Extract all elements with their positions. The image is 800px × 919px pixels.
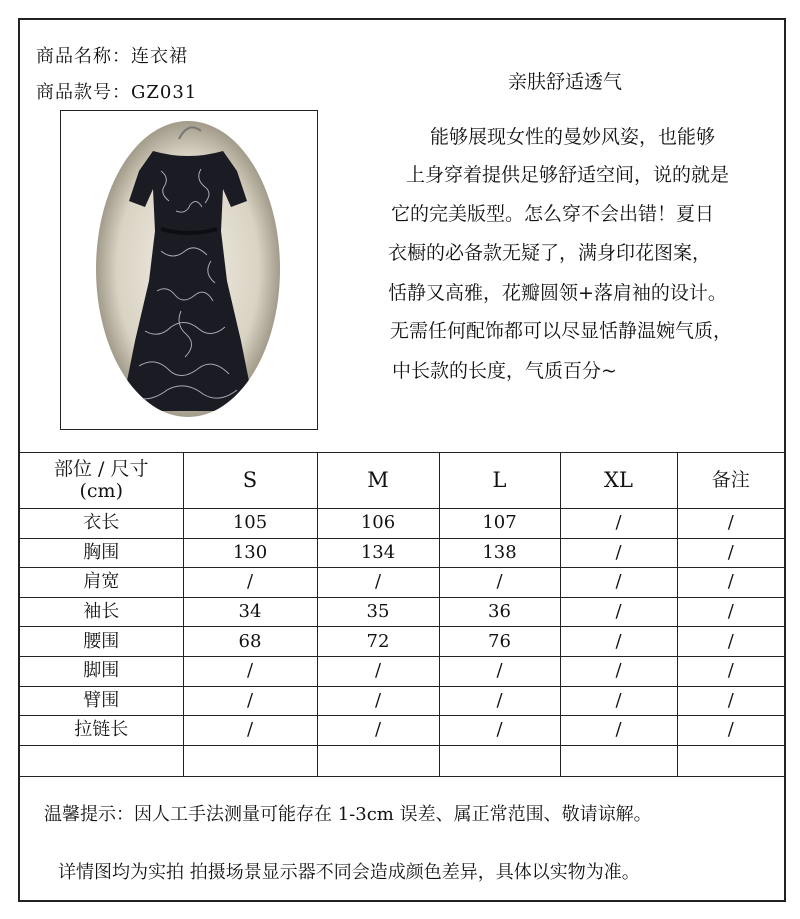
table-cell: / — [317, 568, 439, 598]
table-cell: 130 — [183, 538, 317, 568]
table-cell: / — [183, 656, 317, 686]
table-cell: / — [439, 568, 560, 598]
table-cell: / — [560, 686, 677, 716]
description-title: 亲肤舒适透气 — [508, 71, 623, 93]
table-cell — [183, 745, 317, 776]
table-row-empty — [20, 745, 784, 776]
table-cell — [560, 745, 677, 776]
table-cell: / — [677, 656, 784, 686]
header-cell-l: L — [439, 453, 560, 509]
table-cell: / — [317, 716, 439, 746]
header-cell-remark: 备注 — [677, 453, 784, 509]
table-row — [20, 686, 784, 716]
header-cell-s: S — [183, 453, 317, 509]
measurement-tip: 温馨提示：因人工手法测量可能存在 1-3cm 误差、属正常范围、敬请谅解。 — [44, 804, 652, 825]
table-cell: / — [560, 568, 677, 598]
description-line: 上身穿着提供足够舒适空间，说的就是 — [406, 164, 730, 186]
description-line: 衣橱的必备款无疑了，满身印花图案， — [388, 242, 712, 264]
table-cell — [439, 745, 560, 776]
row-label-cell: 袖长 — [20, 597, 183, 627]
table-cell: / — [560, 597, 677, 627]
table-cell: / — [677, 538, 784, 568]
size-table — [20, 452, 784, 777]
table-cell: / — [560, 538, 677, 568]
product-code: 商品款号：GZ031 — [36, 82, 198, 103]
table-row — [20, 568, 784, 598]
table-cell: / — [677, 686, 784, 716]
table-cell: 34 — [183, 597, 317, 627]
table-cell: / — [677, 568, 784, 598]
table-cell: / — [560, 509, 677, 539]
row-label-cell: 衣长 — [20, 509, 183, 539]
dress-photo-icon — [61, 111, 316, 428]
table-cell — [20, 745, 183, 776]
row-label-cell: 拉链长 — [20, 716, 183, 746]
table-cell: 72 — [317, 627, 439, 657]
table-cell: / — [439, 686, 560, 716]
table-cell: 106 — [317, 509, 439, 539]
header-cell-part — [20, 453, 183, 509]
table-row — [20, 716, 784, 746]
product-name: 商品名称：连衣裙 — [36, 46, 188, 67]
table-row — [20, 597, 784, 627]
table-cell: 138 — [439, 538, 560, 568]
table-cell: 35 — [317, 597, 439, 627]
description-line: 它的完美版型。怎么穿不会出错！夏日 — [391, 203, 715, 225]
table-cell: 134 — [317, 538, 439, 568]
product-photo — [60, 110, 318, 430]
table-cell: 105 — [183, 509, 317, 539]
table-row — [20, 538, 784, 568]
table-cell: / — [677, 597, 784, 627]
table-row — [20, 627, 784, 657]
table-cell: 36 — [439, 597, 560, 627]
header-part-label: 部位 / 尺寸 (cm) — [54, 457, 149, 502]
row-label-cell: 脚围 — [20, 656, 183, 686]
table-cell — [317, 745, 439, 776]
row-label-cell: 肩宽 — [20, 568, 183, 598]
table-cell: / — [677, 509, 784, 539]
table-cell — [677, 745, 784, 776]
table-cell: / — [183, 686, 317, 716]
table-cell: / — [317, 656, 439, 686]
product-info-section — [20, 20, 784, 452]
size-table-header — [20, 453, 784, 509]
description-line: 中长款的长度，气质百分~ — [392, 360, 617, 382]
table-cell: 107 — [439, 509, 560, 539]
table-row — [20, 656, 784, 686]
table-cell: / — [317, 686, 439, 716]
table-cell: 68 — [183, 627, 317, 657]
table-cell: / — [439, 656, 560, 686]
description-line: 能够展现女性的曼妙风姿，也能够 — [430, 126, 716, 148]
table-cell: / — [183, 568, 317, 598]
table-cell: / — [183, 716, 317, 746]
table-cell: / — [677, 627, 784, 657]
table-row — [20, 509, 784, 539]
table-cell: / — [677, 716, 784, 746]
row-label-cell: 臂围 — [20, 686, 183, 716]
table-cell: 76 — [439, 627, 560, 657]
row-label-cell: 胸围 — [20, 538, 183, 568]
size-sheet — [18, 18, 786, 902]
table-cell: / — [439, 716, 560, 746]
description-line: 无需任何配饰都可以尽显恬静温婉气质， — [390, 320, 733, 342]
table-cell: / — [560, 627, 677, 657]
description-line: 恬静又高雅，花瓣圆领+落肩袖的设计。 — [388, 282, 727, 304]
table-cell: / — [560, 716, 677, 746]
row-label-cell: 腰围 — [20, 627, 183, 657]
header-cell-xl: XL — [560, 453, 677, 509]
header-cell-m: M — [317, 453, 439, 509]
color-disclaimer: 详情图均为实拍 拍摄场景显示器不同会造成颜色差异，具体以实物为准。 — [58, 862, 640, 883]
table-cell: / — [560, 656, 677, 686]
